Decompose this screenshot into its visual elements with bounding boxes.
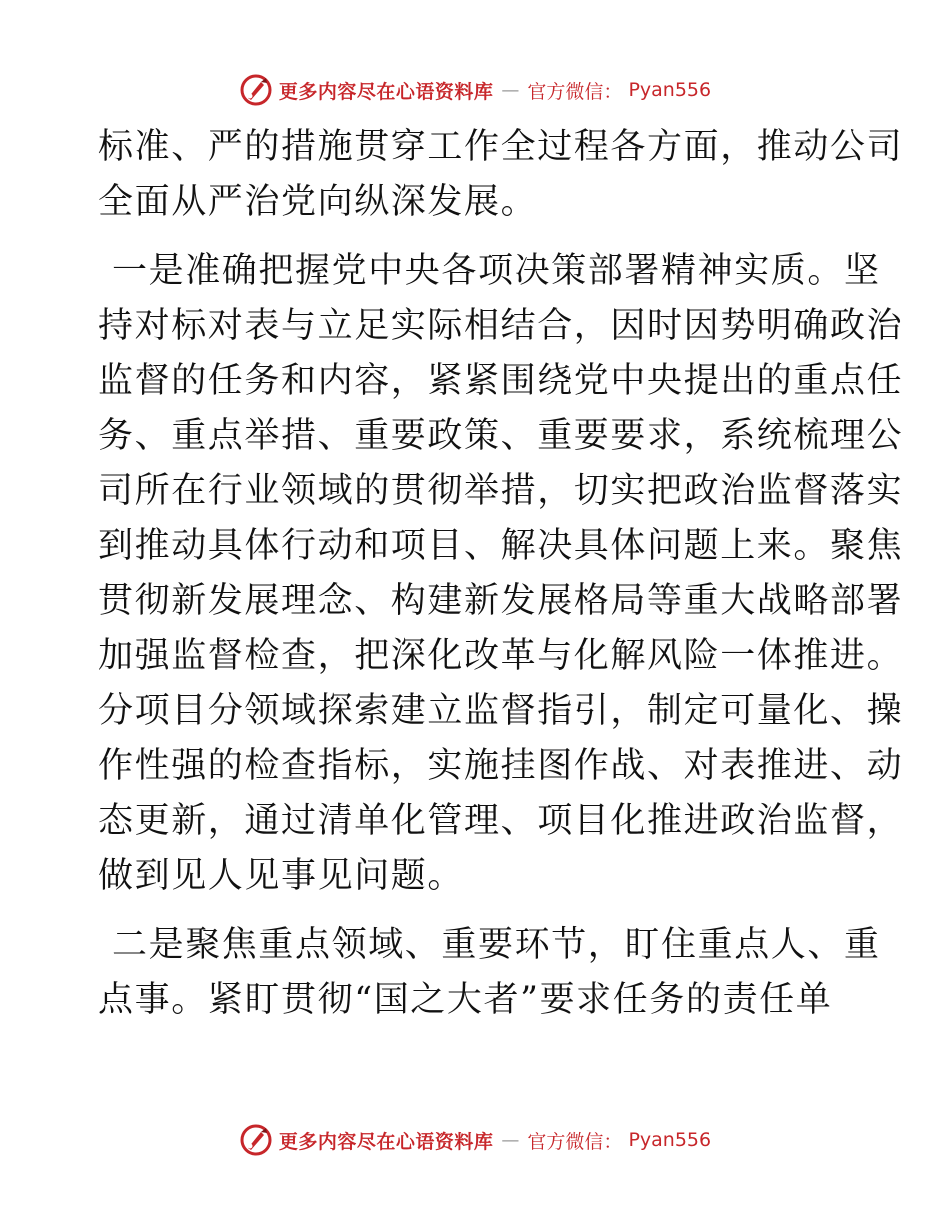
- watermark-wechat-id: Pyan556: [628, 1129, 712, 1151]
- text-line: 贯彻新发展理念、构建新发展格局等重大战略部署: [98, 581, 904, 621]
- text-line: 一是准确把握党中央各项决策部署精神实质。坚: [112, 251, 881, 291]
- footer-watermark: [0, 1120, 950, 1160]
- quill-logo-icon: [239, 1123, 273, 1157]
- quill-logo-icon: [239, 73, 273, 107]
- text-line: 二是聚焦重点领域、重要环节，盯住重点人、重: [112, 925, 881, 965]
- text-line: 到推动具体行动和项目、解决具体问题上来。聚焦: [98, 526, 904, 566]
- watermark-wechat-label: 官方微信：: [527, 1130, 623, 1153]
- watermark-wechat-id: Pyan556: [628, 79, 712, 101]
- text-line: 分项目分领域探索建立监督指引，制定可量化、操: [98, 691, 904, 731]
- watermark-wechat-label: 官方微信：: [527, 80, 623, 103]
- text-line: 做到见人见事见问题。: [98, 856, 465, 896]
- text-line: 监督的任务和内容，紧紧围绕党中央提出的重点任: [98, 361, 904, 401]
- watermark-text: 更多内容尽在心语资料库: [278, 80, 494, 103]
- paragraph-3: [98, 918, 881, 1028]
- text-line: 司所在行业领域的贯彻举措，切实把政治监督落实: [98, 471, 904, 511]
- watermark-text: 更多内容尽在心语资料库: [278, 1130, 494, 1153]
- watermark-separator: —: [501, 1129, 520, 1151]
- paragraph-1: [98, 120, 904, 230]
- document-body: [98, 120, 904, 1042]
- header-watermark: [0, 70, 950, 110]
- text-line: 全面从严治党向纵深发展。: [98, 182, 538, 222]
- watermark-separator: —: [501, 79, 520, 101]
- text-line: 持对标对表与立足实际相结合，因时因势明确政治: [98, 306, 904, 346]
- text-line: 务、重点举措、重要政策、重要要求，系统梳理公: [98, 416, 904, 456]
- text-line: 态更新，通过清单化管理、项目化推进政治监督，: [98, 801, 904, 841]
- text-line: 作性强的检查指标，实施挂图作战、对表推进、动: [98, 746, 904, 786]
- text-line: 点事。紧盯贯彻“国之大者”要求任务的责任单: [98, 980, 833, 1020]
- paragraph-2: [98, 244, 904, 904]
- text-line: 加强监督检查，把深化改革与化解风险一体推进。: [98, 636, 904, 676]
- text-line: 标准、严的措施贯穿工作全过程各方面，推动公司: [98, 127, 904, 167]
